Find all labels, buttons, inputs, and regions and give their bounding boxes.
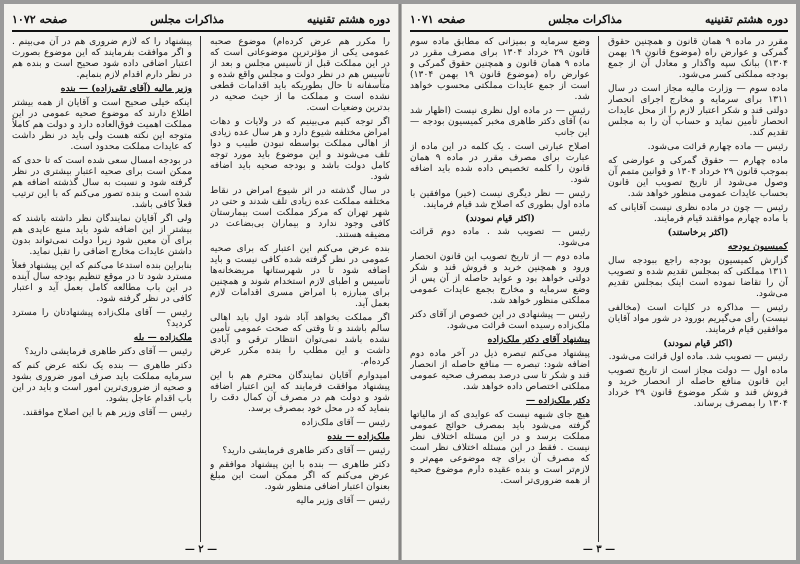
paragraph: رئیس — در ماده اول نظری نیست (اظهار شد نه) آقای دکتر طاهری مخبر کمیسیون بودجه — این جانب	[410, 105, 590, 138]
paragraph: وضع سرمایه و بمیزانی که مطابق ماده سوم قانون ۲۹ خرداد ۱۳۰۴ برای مصرف مقرر در ماده ۹ همان قانون و همچنین حقوق گمرکی و عوارض راه (موضوع قانون ۱۹ بهمن ۱۳۰۴) است از جمع عایدات مملکتی محسوب خواهد شد.	[410, 36, 590, 102]
left-header-title: مذاکرات مجلس	[150, 12, 225, 26]
paragraph: امیدوارم آقایان نمایندگان محترم هم با این پیشنهاد موافقت فرمایند که این اعتبار اضافه شود و دولت هم در مصرف آن کمال دقت را بنماید که در محل خود بمصرف برسد.	[210, 370, 390, 414]
speaker-heading: وزیر مالیه (آقای تقی‌زاده) — بنده	[60, 83, 192, 94]
paragraph: رئیس — تصویب شد . ماده دوم قرائت می‌شود.	[410, 226, 590, 248]
paragraph: اصلاح عبارتی است . یک کلمه در این ماده از عبارت برای مصرف مقرر در ماده ۹ همان قانون را کلمه تخصیص داده شده باید اضافه شود.	[410, 141, 590, 185]
paragraph: گزارش کمیسیون بودجه راجع ببودجه سال ۱۳۱۱ مملکتی که بمجلس تقدیم شده و تصویب آن را تقاضا نموده است اینک بمجلس تقدیم می‌شود.	[608, 255, 788, 299]
right-page	[402, 4, 796, 560]
paragraph: پیشنهاد را که لازم ضروری هم در آن می‌بینم . و اگر موافقت بفرمایند که این موضوع بصورت اعتبار اضافی داده شود صحیح است و بنده هم در نظر دارم اقدام لازم بنمایم.	[12, 36, 192, 80]
paragraph: رئیس — نظر دیگری نیست (خیر) موافقین با ماده اول بطوری که اصلاح شد قیام فرمایند.	[410, 188, 590, 210]
speaker-heading: ملک‌زاده — بنده	[327, 431, 390, 442]
paragraph: ماده چهارم — حقوق گمرکی و عوارضی که بموجب قانون ۲۹ خرداد ۱۳۰۴ و قوانین متمم آن وصول می‌شود از تاریخ تصویب این قانون بحساب عایدات عمومی منظور خواهد شد.	[608, 155, 788, 199]
right-header-page-label: صفحه ۱۰۷۱	[410, 12, 466, 26]
paragraph: رئیس — مذاکره در کلیات است (مخالفی نیست) رأی می‌گیریم بورود در شور مواد آقایان موافقین قیام فرمایند.	[608, 302, 788, 335]
paragraph: ماده سوم — وزارت مالیه مجاز است در سال ۱۳۱۱ برای سرمایه و مخارج اجرای انحصار دولتی قند و شکر اعتبار لازم را از محل عایدات انحصار تأمین نماید و حساب آن را به مجلس تقدیم کند.	[608, 83, 788, 138]
paragraph: ماده دوم — از تاریخ تصویب این قانون انحصار ورود و همچنین خرید و فروش قند و شکر دولتی خواهد بود و عواید حاصله از آن پس از وضع سرمایه و مخارج بجمع عایدات عمومی مملکتی منظور خواهد شد.	[410, 251, 590, 306]
book-spread	[4, 4, 796, 560]
paragraph: بنده عرض می‌کنم این اعتبار که برای صحیه عمومی در نظر گرفته شده کافی نیست و باید اضافه شود تا در شهرستانها مریضخانه‌ها تأسیس و اطبای لازم استخدام شوند و همچنین برای مبارزه با امراض مسری اقدامات لازم بعمل آید.	[210, 243, 390, 309]
left-page-column-divider	[200, 36, 201, 542]
paragraph: رئیس — تصویب شد. ماده اول قرائت می‌شود.	[608, 351, 788, 362]
paragraph: رئیس — آقای ملک‌زاده	[301, 417, 390, 428]
right-page-column-divider	[598, 36, 599, 542]
paragraph: بنابراین بنده استدعا می‌کنم که این پیشنهاد فعلاً مسترد شود تا در موقع تنظیم بودجه سال آینده در این باب مطالعه کامل بعمل آید و اعتبار کافی در نظر گرفته شود.	[12, 260, 192, 304]
left-header-journal: دوره هشتم تقنینیه	[307, 12, 390, 26]
paragraph: رئیس — آقای وزیر مالیه	[295, 495, 390, 506]
paragraph: ولی اگر آقایان نمایندگان نظر داشته باشند که بیشتر از این اضافه شود باید منبع عایدی هم برای آن معین شود زیرا دولت نمی‌تواند بدون داشتن عایدات مخارج اضافی را تقبل نماید.	[12, 213, 192, 257]
paragraph: هیچ جای شبهه نیست که عوایدی که از مالیاتها گرفته می‌شود باید بمصرف حوائج عمومی مملکت برسد و در این مسئله اختلاف نظر نیست . فقط در این مسئله اختلاف نظر است که مصرف آن برای چه موضوعی مهم‌تر و لازم‌تر است و بنده عقیده دارم موضوع صحیه از همه ضروری‌تر است.	[410, 409, 590, 486]
paragraph: رئیس — آقای وزیر هم با این اصلاح موافقند.	[22, 407, 192, 418]
paragraph: رئیس — آقای دکتر طاهری فرمایشی دارید؟	[222, 445, 390, 456]
paragraph: رئیس — پیشنهادی در این خصوص از آقای دکتر ملک‌زاده رسیده است قرائت می‌شود.	[410, 309, 590, 331]
speaker-heading: پیشنهاد آقای دکتر ملک‌زاده	[487, 334, 590, 345]
right-page-column-left	[410, 36, 590, 542]
paragraph: در بودجه امسال سعی شده است که تا حدی که ممکن است برای صحیه اعتبار بیشتری در نظر گرفته شود و نسبت به سال گذشته اضافه هم شده است و بنده تصور می‌کنم که با این ترتیب فعلاً کافی باشد.	[12, 155, 192, 210]
paragraph: دکتر طاهری — بنده با این پیشنهاد موافقم و عرض می‌کنم که اگر ممکن است این مبلغ بعنوان اعتبار اضافی منظور شود.	[210, 459, 390, 492]
speaker-heading: کمیسیون بودجه	[727, 241, 788, 252]
left-page	[4, 4, 398, 560]
paragraph: رئیس — ماده چهارم قرائت می‌شود.	[647, 141, 788, 152]
right-header-journal: دوره هشتم تقنینیه	[705, 12, 788, 26]
paragraph: دکتر طاهری — بنده یک نکته عرض کنم که سرمایه مملکت باید صرف امور ضروری بشود و صحیه از ضروری‌ترین امور است و باید در این باب اقدام عاجل بشود.	[12, 360, 192, 404]
paragraph: اگر توجه کنیم می‌بینیم که در ولایات و دهات امراض مختلفه شیوع دارد و هر سال عده زیادی از اهالی مملکت بواسطه نبودن طبیب و دوا تلف می‌شوند و این موضوع باید مورد توجه کامل دولت باشد و بودجه صحیه باید اضافه شود.	[210, 116, 390, 182]
right-page-footer: — ۳ —	[582, 544, 616, 555]
paragraph: اینکه خیلی صحیح است و آقایان از همه بیشتر اطلاع دارند که موضوع صحیه عمومی در این مملکت اهمیت فوق‌العاده دارد و دولت هم کاملاً متوجه این نکته هست ولی باید در نظر داشت که عایدات مملکت محدود است.	[12, 97, 192, 152]
paragraph: پیشنهاد می‌کنم تبصره ذیل در آخر ماده دوم اضافه شود: تبصره — منافع حاصله از انحصار قند و شکر تا سی درصد بمصرف صحیه عمومی مملکتی اختصاص داده خواهد شد.	[410, 348, 590, 392]
session-note: (اکثر برخاستند)	[667, 227, 729, 238]
speaker-heading: دکتر ملک‌زاده —	[526, 395, 590, 406]
speaker-heading: ملک‌زاده — بله	[133, 332, 192, 343]
left-page-column-left	[12, 36, 192, 542]
paragraph: رئیس — آقای ملک‌زاده پیشنهادتان را مسترد کردید؟	[12, 307, 192, 329]
paragraph: در سال گذشته در اثر شیوع امراض در نقاط مختلفه مملکت عده زیادی تلف شدند و حتی در شهر تهران که مرکز مملکت است بیمارستان کافی وجود ندارد و بیماران بی‌بضاعت در مضیقه هستند.	[210, 185, 390, 240]
paragraph: ماده اول — دولت مجاز است از تاریخ تصویب این قانون منافع حاصله از انحصار خرید و فروش قند و شکر موضوع قانون ۲۹ خرداد ۱۳۰۴ را بمصرف برساند.	[608, 365, 788, 409]
right-page-header	[410, 8, 788, 32]
left-page-column-right	[210, 36, 390, 542]
paragraph: رئیس — چون در ماده نظری نیست آقایانی که با ماده چهارم موافقند قیام فرمایند.	[608, 202, 788, 224]
right-page-column-right	[608, 36, 788, 542]
paragraph: رئیس — آقای دکتر طاهری فرمایشی دارید؟	[24, 346, 192, 357]
left-page-header	[12, 8, 390, 32]
right-header-title: مذاکرات مجلس	[548, 12, 623, 26]
session-note: (اکثر قیام نمودند)	[465, 213, 535, 224]
paragraph: اگر مملکت بخواهد آباد شود اول باید اهالی سالم باشند و تا وقتی که صحت عمومی تأمین نشده باشد نمی‌توان انتظار ترقی و آبادی داشت و این مطلب را بنده مکرر عرض کرده‌ام.	[210, 312, 390, 367]
session-note: (اکثر قیام نمودند)	[663, 338, 733, 349]
left-page-footer: — ۲ —	[184, 544, 218, 555]
paragraph: مقرر در ماده ۹ همان قانون و همچنین حقوق گمرکی و عوارض راه (موضوع قانون ۱۹ بهمن ۱۳۰۴) ببانک سپه واگذار و معادل آن از جمع بودجه مملکتی کسر می‌شود.	[608, 36, 788, 80]
paragraph: را مکرر هم عرض کرده‌ام) موضوع صحبه عمومی یکی از مؤثرترین موضوعاتی است که در این مملکت قبل از تأسیس مجلس و بعد از تأسیس هم در نظر دولت و مجلس واقع شده و متأسفانه تا حال بطوریکه باید اقدامات قطعی نشده است و مملکت ما از حیث صحیه در بدترین وضعیات است.	[210, 36, 390, 113]
left-header-page-label: صفحه ۱۰۷۲	[12, 12, 68, 26]
